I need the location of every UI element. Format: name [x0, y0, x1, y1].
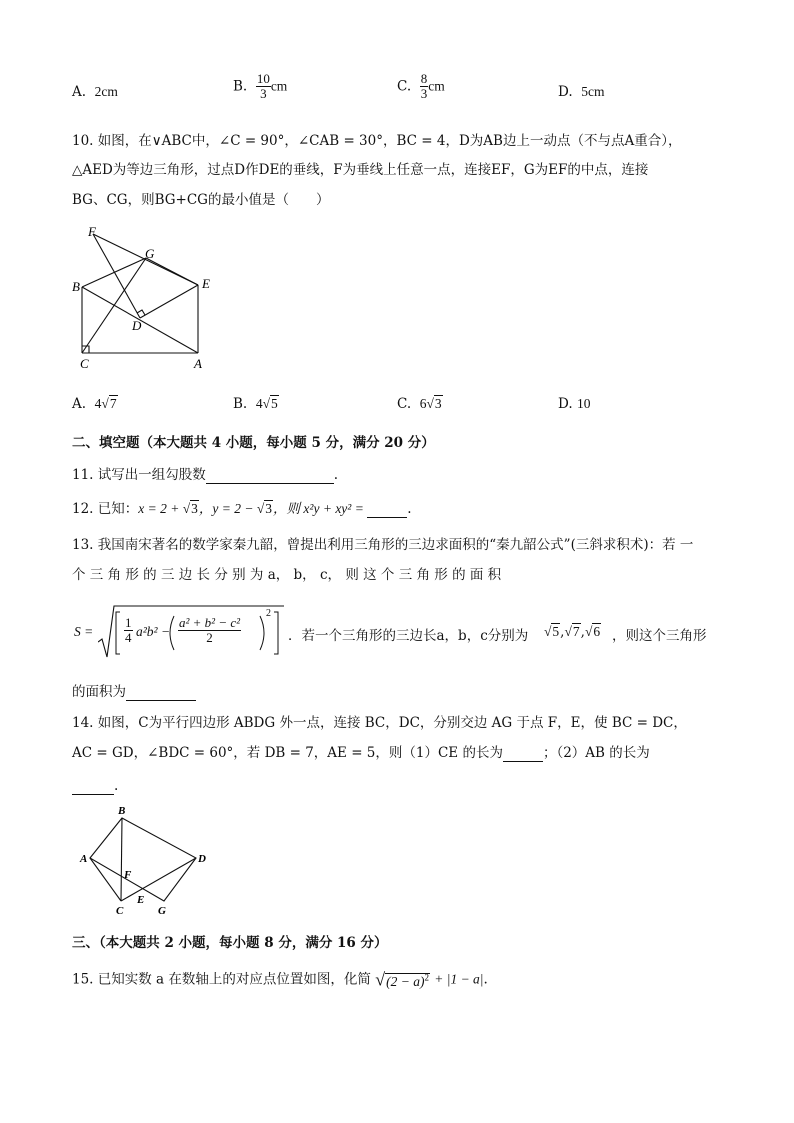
label-g: G	[145, 246, 155, 261]
q10-option-b: B. 4√5	[233, 396, 278, 412]
q9-option-b: B. $\frac{10}{3}$ cm	[233, 71, 288, 101]
segment-bc	[121, 818, 122, 901]
q14-line-2: AC = GD，∠BDC = 60°，若 DB = 7，AE = 5，则（1）CE 的长为 ；（2）AB 的长为	[72, 745, 650, 761]
q9-option-d: D. 5cm	[558, 84, 605, 100]
q15: 15. 已知实数 a 在数轴上的对应点位置如图，化简 $√(2 - a)^2 + |1 - a|$.	[72, 969, 488, 990]
segment-ac	[90, 858, 121, 901]
formula-s: S =	[74, 624, 94, 639]
label-e: E	[202, 276, 210, 291]
q10-line-3: BG、CG，则BG+CG的最小值是（ ）	[72, 192, 330, 208]
label-f: F	[124, 869, 132, 881]
section-3-title: 三、（本大题共 2 小题，每小题 8 分，满分 16 分）	[72, 935, 388, 951]
q14-line-1: 14. 如图，C为平行四边形 ABDG 外一点，连接 BC，DC，分别交边 AG 于点 F，E，使 BC = DC，	[72, 715, 687, 731]
label-d: D	[198, 853, 206, 865]
q13-answer-blank[interactable]	[126, 682, 196, 701]
segment-de	[140, 285, 198, 318]
q14-answer-blank-1[interactable]	[503, 743, 543, 762]
q13-line-4: 的面积为	[72, 682, 196, 701]
q12: 12. 已知：x = 2 + √3，y = 2 − √3，则 x²y + xy² = .	[72, 501, 412, 517]
q10-option-d: D. 10	[558, 396, 591, 412]
q10-option-c: C. 6√3	[397, 396, 442, 412]
q11: 11. 试写出一组勾股数 .	[72, 467, 339, 483]
label-f: F	[88, 224, 96, 239]
q13-line-2: 个 三 角 形 的 三 边 长 分 别 为 a， b， c， 则 这 个 三 角 形 的 面 积	[72, 567, 502, 583]
label-c: C	[80, 356, 89, 371]
label-g: G	[158, 905, 166, 917]
section-2-title: 二、填空题（本大题共 4 小题，每小题 5 分，满分 20 分）	[72, 435, 435, 451]
label-b: B	[118, 805, 126, 817]
q9-option-c: C. $\frac{8}{3}$ cm	[397, 71, 445, 101]
q14-figure	[76, 802, 216, 918]
label-b: B	[72, 279, 80, 294]
q10-option-a: A. 4√7	[72, 396, 117, 412]
segment-dc	[121, 858, 196, 901]
label-a: A	[80, 853, 88, 865]
q11-answer-blank[interactable]	[206, 465, 334, 484]
q9-option-a: A. 2cm	[72, 84, 118, 100]
q10-figure	[70, 222, 220, 374]
q14-line-3: .	[72, 776, 118, 795]
q10-line-2: △AED为等边三角形，过点D作DE的垂线，F为垂线上任意一点，连接EF，G为EF的中点，连接	[72, 162, 649, 178]
label-e: E	[137, 894, 145, 906]
q13-line-1: 13. 我国南宋著名的数学家秦九韶，曾提出利用三角形的三边求面积的“秦九韶公式”(三斜求积术)：若 一	[72, 537, 694, 553]
q12-answer-blank[interactable]	[367, 499, 407, 518]
segment-fd	[93, 234, 140, 318]
q14-answer-blank-2[interactable]	[72, 776, 114, 795]
label-d: D	[132, 318, 142, 333]
q13-sides: √5,√7,√6	[544, 624, 601, 640]
q10-line-1: 10. 如图，在∨ABC中，∠C = 90°，∠CAB = 30°，BC = 4，D为AB边上一动点（不与点A重合），	[72, 133, 682, 149]
label-c: C	[116, 905, 124, 917]
label-a: A	[194, 356, 202, 371]
